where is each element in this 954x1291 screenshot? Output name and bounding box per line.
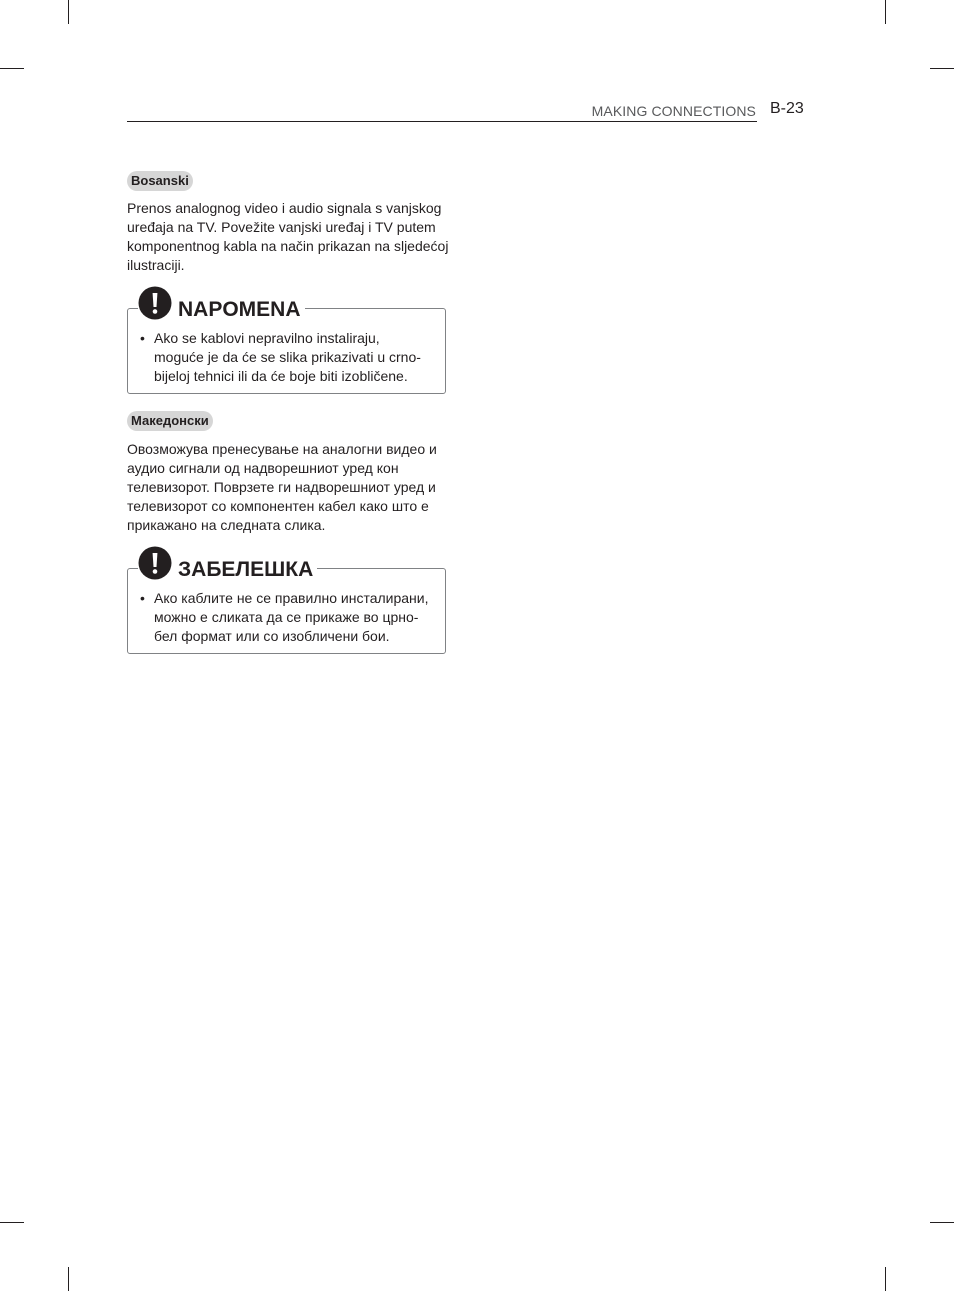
note-box-bosanski	[127, 298, 446, 394]
page-number: B-23	[770, 100, 804, 117]
note-box-makedonski	[127, 558, 446, 654]
note-list	[140, 329, 430, 386]
crop-mark	[885, 0, 886, 24]
crop-mark	[0, 68, 24, 69]
crop-mark	[885, 1267, 886, 1291]
note-item: • Ako se kablovi nepravilno instaliraju, moguće je da će se slika prikazivati u crno-bijeloj tehnici ili da će boje biti izobličene.	[140, 329, 430, 386]
exclamation-icon	[138, 546, 172, 580]
exclamation-icon	[138, 286, 172, 320]
crop-mark	[0, 1222, 24, 1223]
header-rule	[127, 121, 757, 122]
crop-mark	[930, 1222, 954, 1223]
paragraph-makedonski: Овозможува пренесување на аналогни видео и аудио сигнали од надворешниот уред кон телевизорот. Поврзете ги надворешниот уред и телевизорот со компонентен кабел како што е прикажано на следната слика.	[127, 441, 437, 533]
note-title: ЗАБЕЛЕШКА	[178, 558, 314, 581]
note-title: NAPOMENA	[178, 298, 301, 321]
running-header-section: MAKING CONNECTIONS	[591, 103, 756, 119]
paragraph-bosanski: Prenos analognog video i audio signala s vanjskog uređaja na TV. Povežite vanjski uređaj i TV putem komponentnog kabla na način prikazan na sljedećoj ilustraciji.	[127, 200, 449, 273]
crop-mark	[930, 68, 954, 69]
language-badge-makedonski: Македонски	[127, 411, 213, 431]
crop-mark	[68, 1267, 69, 1291]
note-header	[138, 286, 305, 320]
language-badge-bosanski: Bosanski	[127, 171, 193, 191]
crop-mark	[68, 0, 69, 24]
note-list	[140, 589, 430, 646]
note-item: • Ако каблите не се правилно инсталирани, можно е сликата да се прикаже во црно-бел формат или со изобличени бои.	[140, 589, 430, 646]
note-header	[138, 546, 317, 580]
